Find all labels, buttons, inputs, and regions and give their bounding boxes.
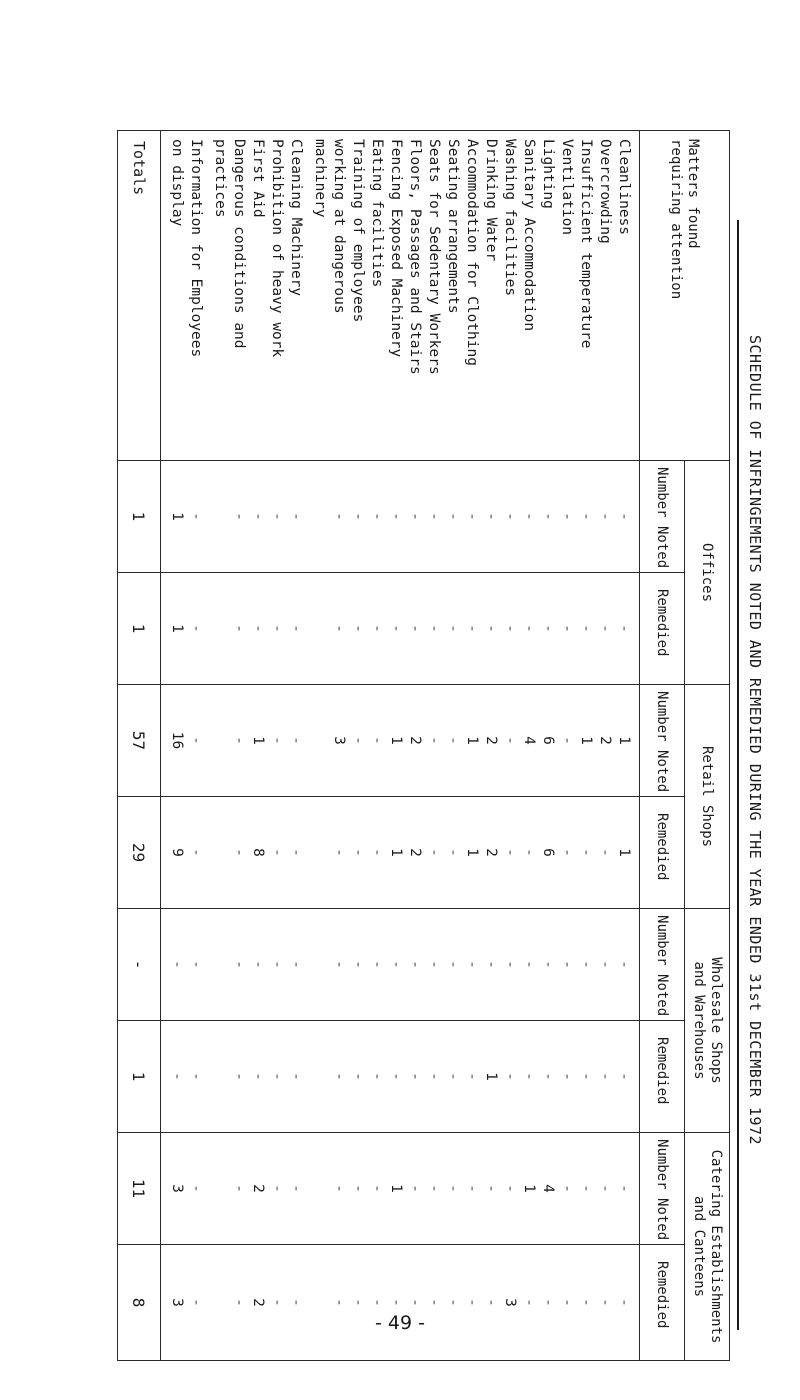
cell-value: -: [331, 1298, 347, 1307]
cell-value: -: [369, 960, 385, 969]
cell-value: -: [188, 624, 204, 633]
cell-value: 3: [331, 736, 347, 745]
cell-value: -: [464, 512, 480, 521]
cell-value: -: [559, 960, 575, 969]
cell-value: -: [616, 1072, 632, 1081]
matter-label: on display: [169, 139, 185, 227]
matter-label: Seats for Sedentary Workers: [426, 139, 442, 375]
cell-value: -: [540, 512, 556, 521]
cell-value: -: [445, 512, 461, 521]
catering-remedied-column: [161, 1245, 640, 1361]
cell-value: 2: [250, 1298, 266, 1307]
cell-value: -: [597, 1298, 613, 1307]
cell-value: -: [188, 848, 204, 857]
cell-value: -: [350, 512, 366, 521]
cell-value: 4: [540, 1184, 556, 1193]
schedule-title: SCHEDULE OF INFRINGEMENTS NOTED AND REMEDIED DURING THE YEAR ENDED 31st DECEMBER 1972: [746, 334, 764, 1146]
cell-value: -: [231, 848, 247, 857]
cell-value: -: [231, 1072, 247, 1081]
cell-value: -: [559, 624, 575, 633]
cell-value: [205, 461, 229, 572]
cell-value: -: [288, 512, 304, 521]
cell-value: -: [464, 1298, 480, 1307]
cell-value: -: [188, 1184, 204, 1193]
matters-header: [640, 131, 730, 461]
cell-value: [305, 1021, 329, 1132]
cell-value: -: [369, 1184, 385, 1193]
matter-label: Seating arrangements: [445, 139, 461, 314]
cell-value: -: [597, 1184, 613, 1193]
cell-value: 1: [464, 736, 480, 745]
cell-value: -: [269, 736, 285, 745]
total-offices-noted: 1: [118, 461, 161, 573]
cell-value: 1: [578, 736, 594, 745]
matters-labels-column: [161, 131, 640, 461]
cell-value: -: [445, 1184, 461, 1193]
cell-value: -: [350, 960, 366, 969]
cell-value: -: [269, 848, 285, 857]
wholesale-remedied-column: [161, 1021, 640, 1133]
cell-value: -: [188, 1298, 204, 1307]
cell-value: -: [407, 512, 423, 521]
matter-label: practices: [212, 139, 228, 218]
cell-value: -: [578, 1184, 594, 1193]
cell-value: -: [188, 1072, 204, 1081]
cell-value: -: [388, 624, 404, 633]
category-label: and Warehouses: [691, 961, 707, 1080]
matter-label: working at dangerous: [331, 139, 347, 314]
cell-value: -: [559, 512, 575, 521]
category-header-row: [685, 131, 730, 1361]
cell-value: -: [288, 960, 304, 969]
category-wholesale: [685, 909, 730, 1133]
cell-value: -: [350, 624, 366, 633]
cell-value: -: [597, 512, 613, 521]
cell-value: -: [388, 512, 404, 521]
cell-value: -: [331, 1184, 347, 1193]
cell-value: -: [502, 960, 518, 969]
cell-value: -: [231, 736, 247, 745]
cell-value: [305, 797, 329, 908]
cell-value: -: [502, 848, 518, 857]
cell-value: [205, 909, 229, 1020]
cell-value: -: [426, 1184, 442, 1193]
cell-value: -: [188, 960, 204, 969]
sub-header-remedied: Remedied: [640, 573, 685, 685]
wholesale-noted-column: [161, 909, 640, 1021]
sub-header-number-noted: Number Noted: [640, 461, 685, 573]
cell-value: -: [169, 960, 185, 969]
cell-value: -: [426, 960, 442, 969]
cell-value: [205, 685, 229, 796]
cell-value: -: [269, 1184, 285, 1193]
cell-value: [305, 1245, 329, 1360]
cell-value: -: [521, 848, 537, 857]
cell-value: 1: [464, 848, 480, 857]
sub-header-remedied: Remedied: [640, 1021, 685, 1133]
cell-value: -: [483, 1298, 499, 1307]
cell-value: -: [269, 1072, 285, 1081]
cell-value: [205, 1021, 229, 1132]
cell-value: [205, 1133, 229, 1244]
cell-value: 16: [169, 731, 185, 750]
matters-header-line-2: requiring attention: [668, 139, 685, 300]
matter-label: machinery: [312, 139, 328, 218]
cell-value: -: [169, 1072, 185, 1081]
cell-value: -: [288, 1072, 304, 1081]
cell-value: -: [231, 1184, 247, 1193]
cell-value: -: [426, 848, 442, 857]
retail-remedied-column: [161, 797, 640, 909]
cell-value: 1: [616, 736, 632, 745]
cell-value: -: [369, 1298, 385, 1307]
category-label: Offices: [699, 543, 716, 603]
category-offices: [685, 461, 730, 685]
category-label: and Canteens: [691, 1195, 707, 1298]
cell-value: [205, 573, 229, 684]
cell-value: -: [540, 1072, 556, 1081]
cell-value: -: [231, 960, 247, 969]
cell-value: -: [407, 1184, 423, 1193]
matter-label: Information for Employees: [188, 139, 204, 358]
infringements-table: [117, 130, 730, 1361]
cell-value: -: [616, 1184, 632, 1193]
total-wholesale-remedied: 1: [118, 1021, 161, 1133]
cell-value: -: [388, 1298, 404, 1307]
cell-value: -: [502, 624, 518, 633]
cell-value: -: [578, 1072, 594, 1081]
cell-value: [305, 1133, 329, 1244]
cell-value: -: [502, 736, 518, 745]
cell-value: 3: [169, 1184, 185, 1193]
cell-value: -: [407, 960, 423, 969]
matter-label: Training of employees: [350, 139, 366, 323]
cell-value: -: [464, 960, 480, 969]
cell-value: -: [269, 624, 285, 633]
cell-value: 1: [388, 848, 404, 857]
total-offices-remedied: 1: [118, 573, 161, 685]
totals-label: Totals: [118, 131, 161, 461]
cell-value: -: [559, 1072, 575, 1081]
offices-noted-column: [161, 461, 640, 573]
sub-header-remedied: Remedied: [640, 797, 685, 909]
matter-label: Overcrowding: [597, 139, 613, 244]
sub-header-remedied: Remedied: [640, 1245, 685, 1361]
cell-value: -: [559, 1298, 575, 1307]
cell-value: -: [369, 512, 385, 521]
cell-value: -: [578, 624, 594, 633]
cell-value: -: [502, 512, 518, 521]
cell-value: -: [445, 624, 461, 633]
cell-value: -: [445, 848, 461, 857]
rotated-schedule-sheet: [129, 80, 765, 1400]
cell-value: 2: [250, 1184, 266, 1193]
cell-value: -: [269, 512, 285, 521]
total-catering-remedied: 8: [118, 1245, 161, 1361]
cell-value: -: [502, 1184, 518, 1193]
cell-value: -: [483, 624, 499, 633]
matter-label: Floors, Passages and Stairs: [407, 139, 423, 375]
cell-value: -: [269, 1298, 285, 1307]
cell-value: -: [350, 1298, 366, 1307]
cell-value: 4: [521, 736, 537, 745]
cell-value: 6: [540, 848, 556, 857]
cell-value: -: [483, 960, 499, 969]
category-label: Retail Shops: [699, 745, 716, 848]
cell-value: 1: [250, 736, 266, 745]
cell-value: -: [445, 736, 461, 745]
cell-value: -: [597, 1072, 613, 1081]
cell-value: -: [350, 1184, 366, 1193]
cell-value: -: [540, 1298, 556, 1307]
matter-label: Cleaning Machinery: [288, 139, 304, 297]
cell-value: -: [407, 1072, 423, 1081]
cell-value: -: [269, 960, 285, 969]
cell-value: 2: [407, 848, 423, 857]
matter-label: Eating facilities: [369, 139, 385, 288]
cell-value: -: [597, 624, 613, 633]
matter-label: Prohibition of heavy work: [269, 139, 285, 358]
cell-value: -: [288, 848, 304, 857]
cell-value: -: [188, 512, 204, 521]
cell-value: 2: [407, 736, 423, 745]
offices-remedied-column: [161, 573, 640, 685]
cell-value: -: [597, 848, 613, 857]
cell-value: -: [616, 960, 632, 969]
title-underline: [737, 220, 739, 1330]
cell-value: -: [407, 1298, 423, 1307]
matter-label: Ventilation: [559, 139, 575, 236]
cell-value: -: [331, 1072, 347, 1081]
matter-label: First Aid: [250, 139, 266, 218]
cell-value: -: [559, 1184, 575, 1193]
sub-header-number-noted: Number Noted: [640, 685, 685, 797]
cell-value: 2: [483, 848, 499, 857]
page-number: - 49 -: [375, 1312, 425, 1334]
cell-value: -: [288, 624, 304, 633]
cell-value: -: [369, 624, 385, 633]
cell-value: -: [559, 848, 575, 857]
cell-value: -: [369, 1072, 385, 1081]
cell-value: 1: [388, 736, 404, 745]
cell-value: -: [616, 1298, 632, 1307]
cell-value: -: [483, 512, 499, 521]
cell-value: 8: [250, 848, 266, 857]
cell-value: -: [445, 1072, 461, 1081]
cell-value: -: [350, 848, 366, 857]
cell-value: 1: [521, 1184, 537, 1193]
cell-value: -: [445, 1298, 461, 1307]
cell-value: -: [350, 736, 366, 745]
cell-value: -: [521, 1298, 537, 1307]
cell-value: -: [426, 1298, 442, 1307]
cell-value: -: [426, 624, 442, 633]
category-label: Wholesale Shops: [708, 957, 724, 1084]
total-wholesale-noted: -: [118, 909, 161, 1021]
matters-header-line-1: Matters found: [685, 139, 702, 249]
cell-value: -: [521, 512, 537, 521]
cell-value: -: [288, 1298, 304, 1307]
cell-value: -: [540, 624, 556, 633]
cell-value: -: [250, 1072, 266, 1081]
cell-value: 9: [169, 848, 185, 857]
matter-label: Insufficient temperature: [578, 139, 594, 349]
cell-value: [305, 573, 329, 684]
cell-value: -: [502, 1072, 518, 1081]
cell-value: -: [231, 1298, 247, 1307]
cell-value: -: [483, 1184, 499, 1193]
sub-header-number-noted: Number Noted: [640, 1133, 685, 1245]
cell-value: -: [578, 848, 594, 857]
cell-value: 1: [616, 848, 632, 857]
cell-value: 6: [540, 736, 556, 745]
cell-value: -: [426, 1072, 442, 1081]
cell-value: -: [369, 736, 385, 745]
category-retail-shops: [685, 685, 730, 909]
catering-noted-column: [161, 1133, 640, 1245]
category-label: Catering Establishments: [708, 1149, 724, 1344]
cell-value: -: [250, 960, 266, 969]
cell-value: 2: [597, 736, 613, 745]
cell-value: -: [445, 960, 461, 969]
cell-value: [305, 685, 329, 796]
cell-value: -: [231, 624, 247, 633]
cell-value: -: [464, 1072, 480, 1081]
cell-value: [305, 461, 329, 572]
cell-value: -: [407, 624, 423, 633]
total-retail-remedied: 29: [118, 797, 161, 909]
total-catering-noted: 11: [118, 1133, 161, 1245]
cell-value: -: [540, 960, 556, 969]
matter-label: Lighting: [540, 139, 556, 209]
cell-value: -: [231, 512, 247, 521]
matter-label: Cleanliness: [616, 139, 632, 236]
matter-label: Accommodation for Clothing: [464, 139, 480, 366]
cell-value: -: [426, 512, 442, 521]
totals-row: [118, 131, 161, 1361]
cell-value: -: [288, 1184, 304, 1193]
cell-value: [205, 1245, 229, 1360]
cell-value: -: [331, 624, 347, 633]
cell-value: 1: [388, 1184, 404, 1193]
cell-value: [205, 797, 229, 908]
cell-value: -: [350, 1072, 366, 1081]
cell-value: -: [521, 624, 537, 633]
cell-value: -: [464, 624, 480, 633]
cell-value: -: [464, 1184, 480, 1193]
matter-label: Drinking Water: [483, 139, 499, 262]
cell-value: -: [388, 1072, 404, 1081]
retail-noted-column: [161, 685, 640, 797]
cell-value: -: [288, 736, 304, 745]
cell-value: -: [616, 624, 632, 633]
cell-value: -: [331, 848, 347, 857]
body-row: [161, 131, 640, 1361]
cell-value: -: [331, 512, 347, 521]
cell-value: 2: [483, 736, 499, 745]
cell-value: 1: [169, 624, 185, 633]
matter-label: Sanitary Accommodation: [521, 139, 537, 332]
total-retail-noted: 57: [118, 685, 161, 797]
cell-value: -: [331, 960, 347, 969]
matter-label: Dangerous conditions and: [231, 139, 247, 349]
cell-value: 1: [169, 512, 185, 521]
cell-value: [305, 909, 329, 1020]
matter-label: Washing facilities: [502, 139, 518, 297]
cell-value: -: [578, 512, 594, 521]
cell-value: -: [521, 960, 537, 969]
cell-value: -: [388, 960, 404, 969]
cell-value: -: [250, 624, 266, 633]
matter-label: Fencing Exposed Machinery: [388, 139, 404, 358]
cell-value: -: [597, 960, 613, 969]
cell-value: -: [369, 848, 385, 857]
cell-value: -: [578, 1298, 594, 1307]
cell-value: 1: [483, 1072, 499, 1081]
cell-value: -: [559, 736, 575, 745]
cell-value: -: [426, 736, 442, 745]
cell-value: -: [521, 1072, 537, 1081]
cell-value: -: [250, 512, 266, 521]
cell-value: 3: [502, 1298, 518, 1307]
cell-value: -: [578, 960, 594, 969]
cell-value: -: [188, 736, 204, 745]
cell-value: -: [616, 512, 632, 521]
cell-value: 3: [169, 1298, 185, 1307]
sub-header-number-noted: Number Noted: [640, 909, 685, 1021]
